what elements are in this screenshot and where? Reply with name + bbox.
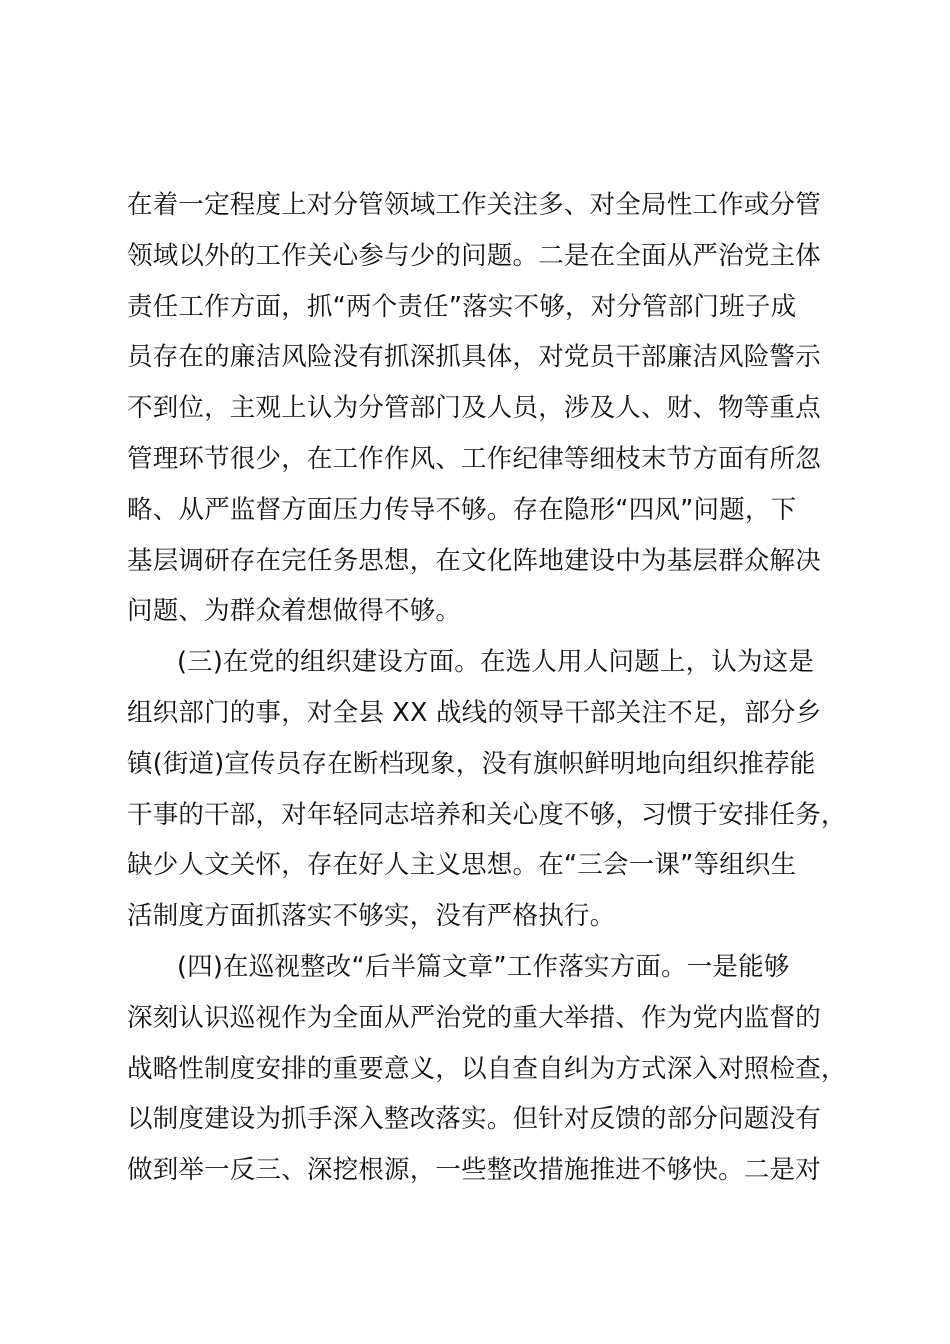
text-line: 战略性制度安排的重要意义，以自查自纠为方式深入对照检查，	[127, 1053, 847, 1084]
text-line: 缺少人文关怀，存在好人主义思想。在“三会一课”等组织生	[127, 850, 797, 881]
text-line: 基层调研存在完任务思想，在文化阵地建设中为基层群众解决	[127, 545, 821, 576]
text-line: 略、从严监督方面压力传导不够。存在隐形“四风”问题，下	[127, 494, 797, 525]
text-line: 镇(街道)宣传员存在断档现象，没有旗帜鲜明地向组织推荐能	[127, 748, 816, 779]
body-text	[127, 180, 847, 1196]
text-line: 领域以外的工作关心参与少的问题。二是在全面从严治党主体	[127, 240, 821, 271]
text-line: 管理环节很少，在工作作风、工作纪律等细枝末节方面有所忽	[127, 443, 821, 474]
text-line: 干事的干部，对年轻同志培养和关心度不够，习惯于安排任务，	[127, 799, 847, 830]
text-line: 以制度建设为抓手深入整改落实。但针对反馈的部分问题没有	[127, 1104, 821, 1135]
text-line: 深刻认识巡视作为全面从严治党的重大举措、作为党内监督的	[127, 1002, 821, 1033]
text-line: 做到举一反三、深挖根源，一些整改措施推进不够快。二是对	[127, 1155, 821, 1186]
text-line: 在着一定程度上对分管领域工作关注多、对全局性工作或分管	[127, 190, 821, 220]
text-line: 不到位，主观上认为分管部门及人员，涉及人、财、物等重点	[127, 393, 821, 424]
text-line: 活制度方面抓落实不够实，没有严格执行。	[127, 901, 616, 932]
text-line: 组织部门的事，对全县 XX 战线的领导干部关注不足，部分乡	[127, 697, 822, 728]
section-heading-line: (三)在党的组织建设方面。在选人用人问题上，认为这是	[177, 647, 815, 678]
text-line: 责任工作方面，抓“两个责任”落实不够，对分管部门班子成	[127, 291, 797, 322]
text-line: 问题、为群众着想做得不够。	[127, 596, 462, 627]
text-line: 员存在的廉洁风险没有抓深抓具体，对党员干部廉洁风险警示	[127, 342, 821, 373]
section-heading-line: (四)在巡视整改“后半篇文章”工作落实方面。一是能够	[177, 951, 790, 982]
